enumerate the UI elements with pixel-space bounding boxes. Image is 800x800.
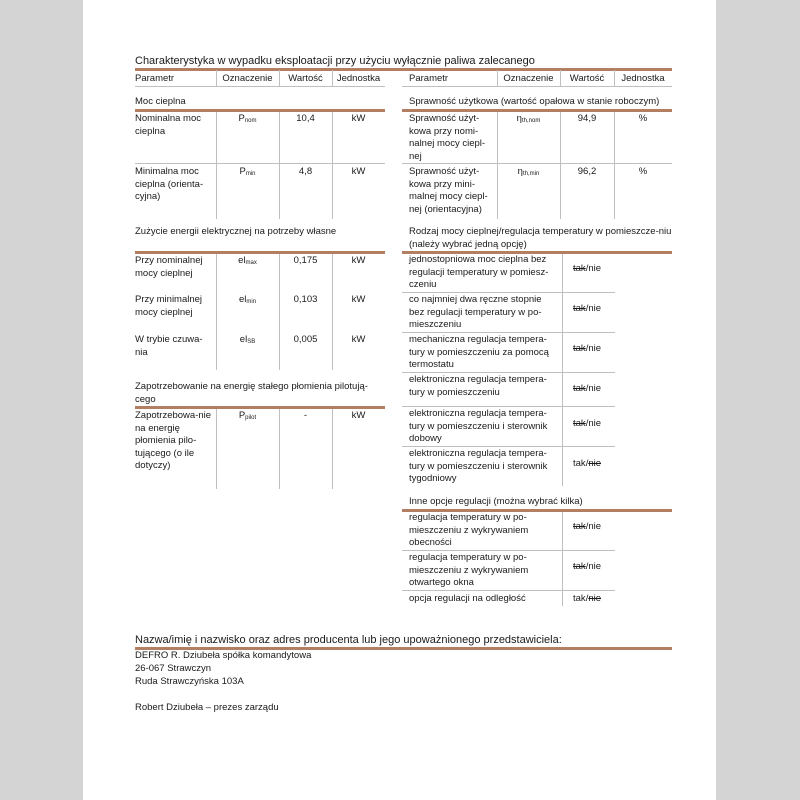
divider (279, 409, 280, 489)
other-control-choice[interactable]: tak/nie (573, 521, 602, 532)
efficiency-nominal-unit: % (638, 113, 648, 124)
electricity-max-unit: kW (351, 255, 366, 266)
electricity-max-param: Przy nominalnej mocy cieplnej (135, 255, 203, 279)
divider (560, 112, 561, 219)
document-page (83, 0, 716, 800)
divider (332, 409, 333, 489)
efficiency-nominal-param: Sprawność użyt-kowa przy nomi-nalnej mocy ciepl-nej (409, 113, 486, 162)
header-parametr-left: Parametr (135, 73, 175, 84)
heat-nominal-param: Nominalna moc cieplna (135, 113, 201, 137)
room-control-label: jednostopniowa moc cieplna bez regulacji temperatury w pomiesz-czeniu (409, 254, 549, 290)
producer-street: Ruda Strawczyńska 103A (135, 676, 244, 687)
header-wartosc-left: Wartość (288, 73, 323, 84)
producer-heading: Nazwa/imię i nazwisko oraz adres producenta lub jego upoważnionego przedstawiciela: (135, 634, 562, 646)
heat-output-heading: Moc cieplna (135, 96, 186, 107)
pilot-symbol: Ppilot (238, 410, 257, 421)
room-control-choice[interactable]: tak/nie (573, 263, 602, 274)
divider (402, 590, 615, 591)
electricity-standby-value: 0,005 (293, 334, 318, 345)
divider (614, 112, 615, 219)
header-jednostka-right: Jednostka (621, 73, 665, 84)
divider (402, 292, 615, 293)
other-control-label: regulacja temperatury w po-mieszczeniu z wykrywaniem otwartego okna (409, 552, 529, 588)
electricity-max-symbol: elmax (238, 255, 257, 266)
heat-minimal-unit: kW (351, 166, 366, 177)
other-control-heading: Inne opcje regulacji (można wybrać kilka) (409, 496, 583, 507)
room-control-label: elektroniczna regulacja tempera-tury w pomieszczeniu (409, 374, 547, 398)
electricity-heading: Zużycie energii elektrycznej na potrzeby własne (135, 226, 337, 237)
efficiency-nominal-symbol: ηth,nom (516, 113, 541, 124)
efficiency-minimal-unit: % (638, 166, 648, 177)
divider (135, 86, 385, 87)
divider (562, 512, 563, 606)
room-control-label: elektroniczna regulacja tempera-tury w pomieszczeniu i sterownik dobowy (409, 408, 548, 444)
room-control-label: mechaniczna regulacja tempera-tury w pomieszczeniu za pomocą termostatu (409, 334, 549, 370)
room-control-choice[interactable]: tak/nie (573, 383, 602, 394)
room-control-heading: Rodzaj mocy cieplnej/regulacja temperatury w pomieszcze-niu (należy wybrać jedną opcję) (409, 226, 672, 250)
header-wartosc-right: Wartość (569, 73, 605, 84)
header-parametr-right: Parametr (409, 73, 449, 84)
producer-name: DEFRO R. Dziubeła spółka komandytowa (135, 650, 312, 661)
divider (560, 70, 561, 86)
divider (402, 406, 615, 407)
divider (135, 163, 385, 164)
divider (216, 70, 217, 86)
electricity-standby-unit: kW (351, 334, 366, 345)
divider (332, 254, 333, 370)
divider (614, 70, 615, 86)
divider (402, 446, 615, 447)
section-rule (135, 109, 385, 112)
divider (279, 70, 280, 86)
divider (216, 112, 217, 219)
divider (279, 254, 280, 370)
efficiency-heading: Sprawność użytkowa (wartość opałowa w stanie roboczym) (409, 96, 660, 107)
divider (216, 409, 217, 489)
electricity-min-value: 0,103 (293, 294, 318, 305)
header-oznaczenie-right: Oznaczenie (503, 73, 554, 84)
efficiency-minimal-value: 96,2 (577, 166, 597, 177)
pilot-heading: Zapotrzebowanie na energię stałego płomienia pilotują-cego (135, 381, 368, 405)
producer-postal: 26-067 Strawczyn (135, 663, 212, 674)
header-jednostka-left: Jednostka (336, 73, 381, 84)
pilot-param: Zapotrzebowa-nie na energię płomienia pilo-tującego (o ile dotyczy) (135, 410, 212, 471)
heat-nominal-unit: kW (351, 113, 366, 124)
room-control-choice[interactable]: tak/nie (573, 458, 602, 469)
divider (562, 254, 563, 486)
room-control-choice[interactable]: tak/nie (573, 303, 602, 314)
other-control-choice[interactable]: tak/nie (573, 593, 602, 604)
divider (216, 254, 217, 370)
section-rule (402, 109, 672, 112)
section-rule (135, 251, 385, 254)
efficiency-minimal-symbol: ηth,min (517, 166, 540, 177)
other-control-label: regulacja temperatury w po-mieszczeniu z wykrywaniem obecności (409, 512, 529, 548)
electricity-min-symbol: elmin (238, 294, 257, 305)
section-rule (135, 406, 385, 409)
room-control-label: elektroniczna regulacja tempera-tury w pomieszczeniu i sterownik tygodniowy (409, 448, 548, 484)
electricity-standby-symbol: elSB (239, 334, 256, 345)
divider (402, 550, 615, 551)
divider (497, 70, 498, 86)
divider (332, 112, 333, 219)
room-control-choice[interactable]: tak/nie (573, 343, 602, 354)
other-control-label: opcja regulacji na odległość (409, 593, 526, 604)
efficiency-minimal-param: Sprawność użyt-kowa przy mini-malnej mocy ciepl-nej (orientacyjna) (409, 166, 488, 215)
producer-signatory: Robert Dziubeła – prezes zarządu (135, 702, 279, 713)
divider (279, 112, 280, 219)
pilot-unit: kW (351, 410, 366, 421)
pilot-value: - (303, 410, 308, 421)
heat-minimal-param: Minimalna moc cieplna (orienta-cyjna) (135, 166, 204, 202)
heat-minimal-symbol: Pmin (239, 166, 256, 177)
header-oznaczenie-left: Oznaczenie (222, 73, 273, 84)
divider (402, 163, 672, 164)
divider (332, 70, 333, 86)
room-control-choice[interactable]: tak/nie (573, 418, 602, 429)
divider (402, 86, 672, 87)
heat-minimal-value: 4,8 (298, 166, 313, 177)
heat-nominal-symbol: Pnom (238, 113, 257, 124)
section-title: Charakterystyka w wypadku eksploatacji przy użyciu wyłącznie paliwa zalecanego (135, 55, 535, 67)
electricity-standby-param: W trybie czuwa-nia (135, 334, 203, 358)
efficiency-nominal-value: 94,9 (577, 113, 597, 124)
divider (497, 112, 498, 219)
electricity-min-unit: kW (351, 294, 366, 305)
divider (402, 332, 615, 333)
electricity-min-param: Przy minimalnej mocy cieplnej (135, 294, 203, 318)
room-control-label: co najmniej dwa ręczne stopnie bez regulacji temperatury w po-mieszczeniu (409, 294, 542, 330)
other-control-choice[interactable]: tak/nie (573, 561, 602, 572)
heat-nominal-value: 10,4 (296, 113, 315, 124)
electricity-max-value: 0,175 (293, 255, 318, 266)
divider (402, 372, 615, 373)
